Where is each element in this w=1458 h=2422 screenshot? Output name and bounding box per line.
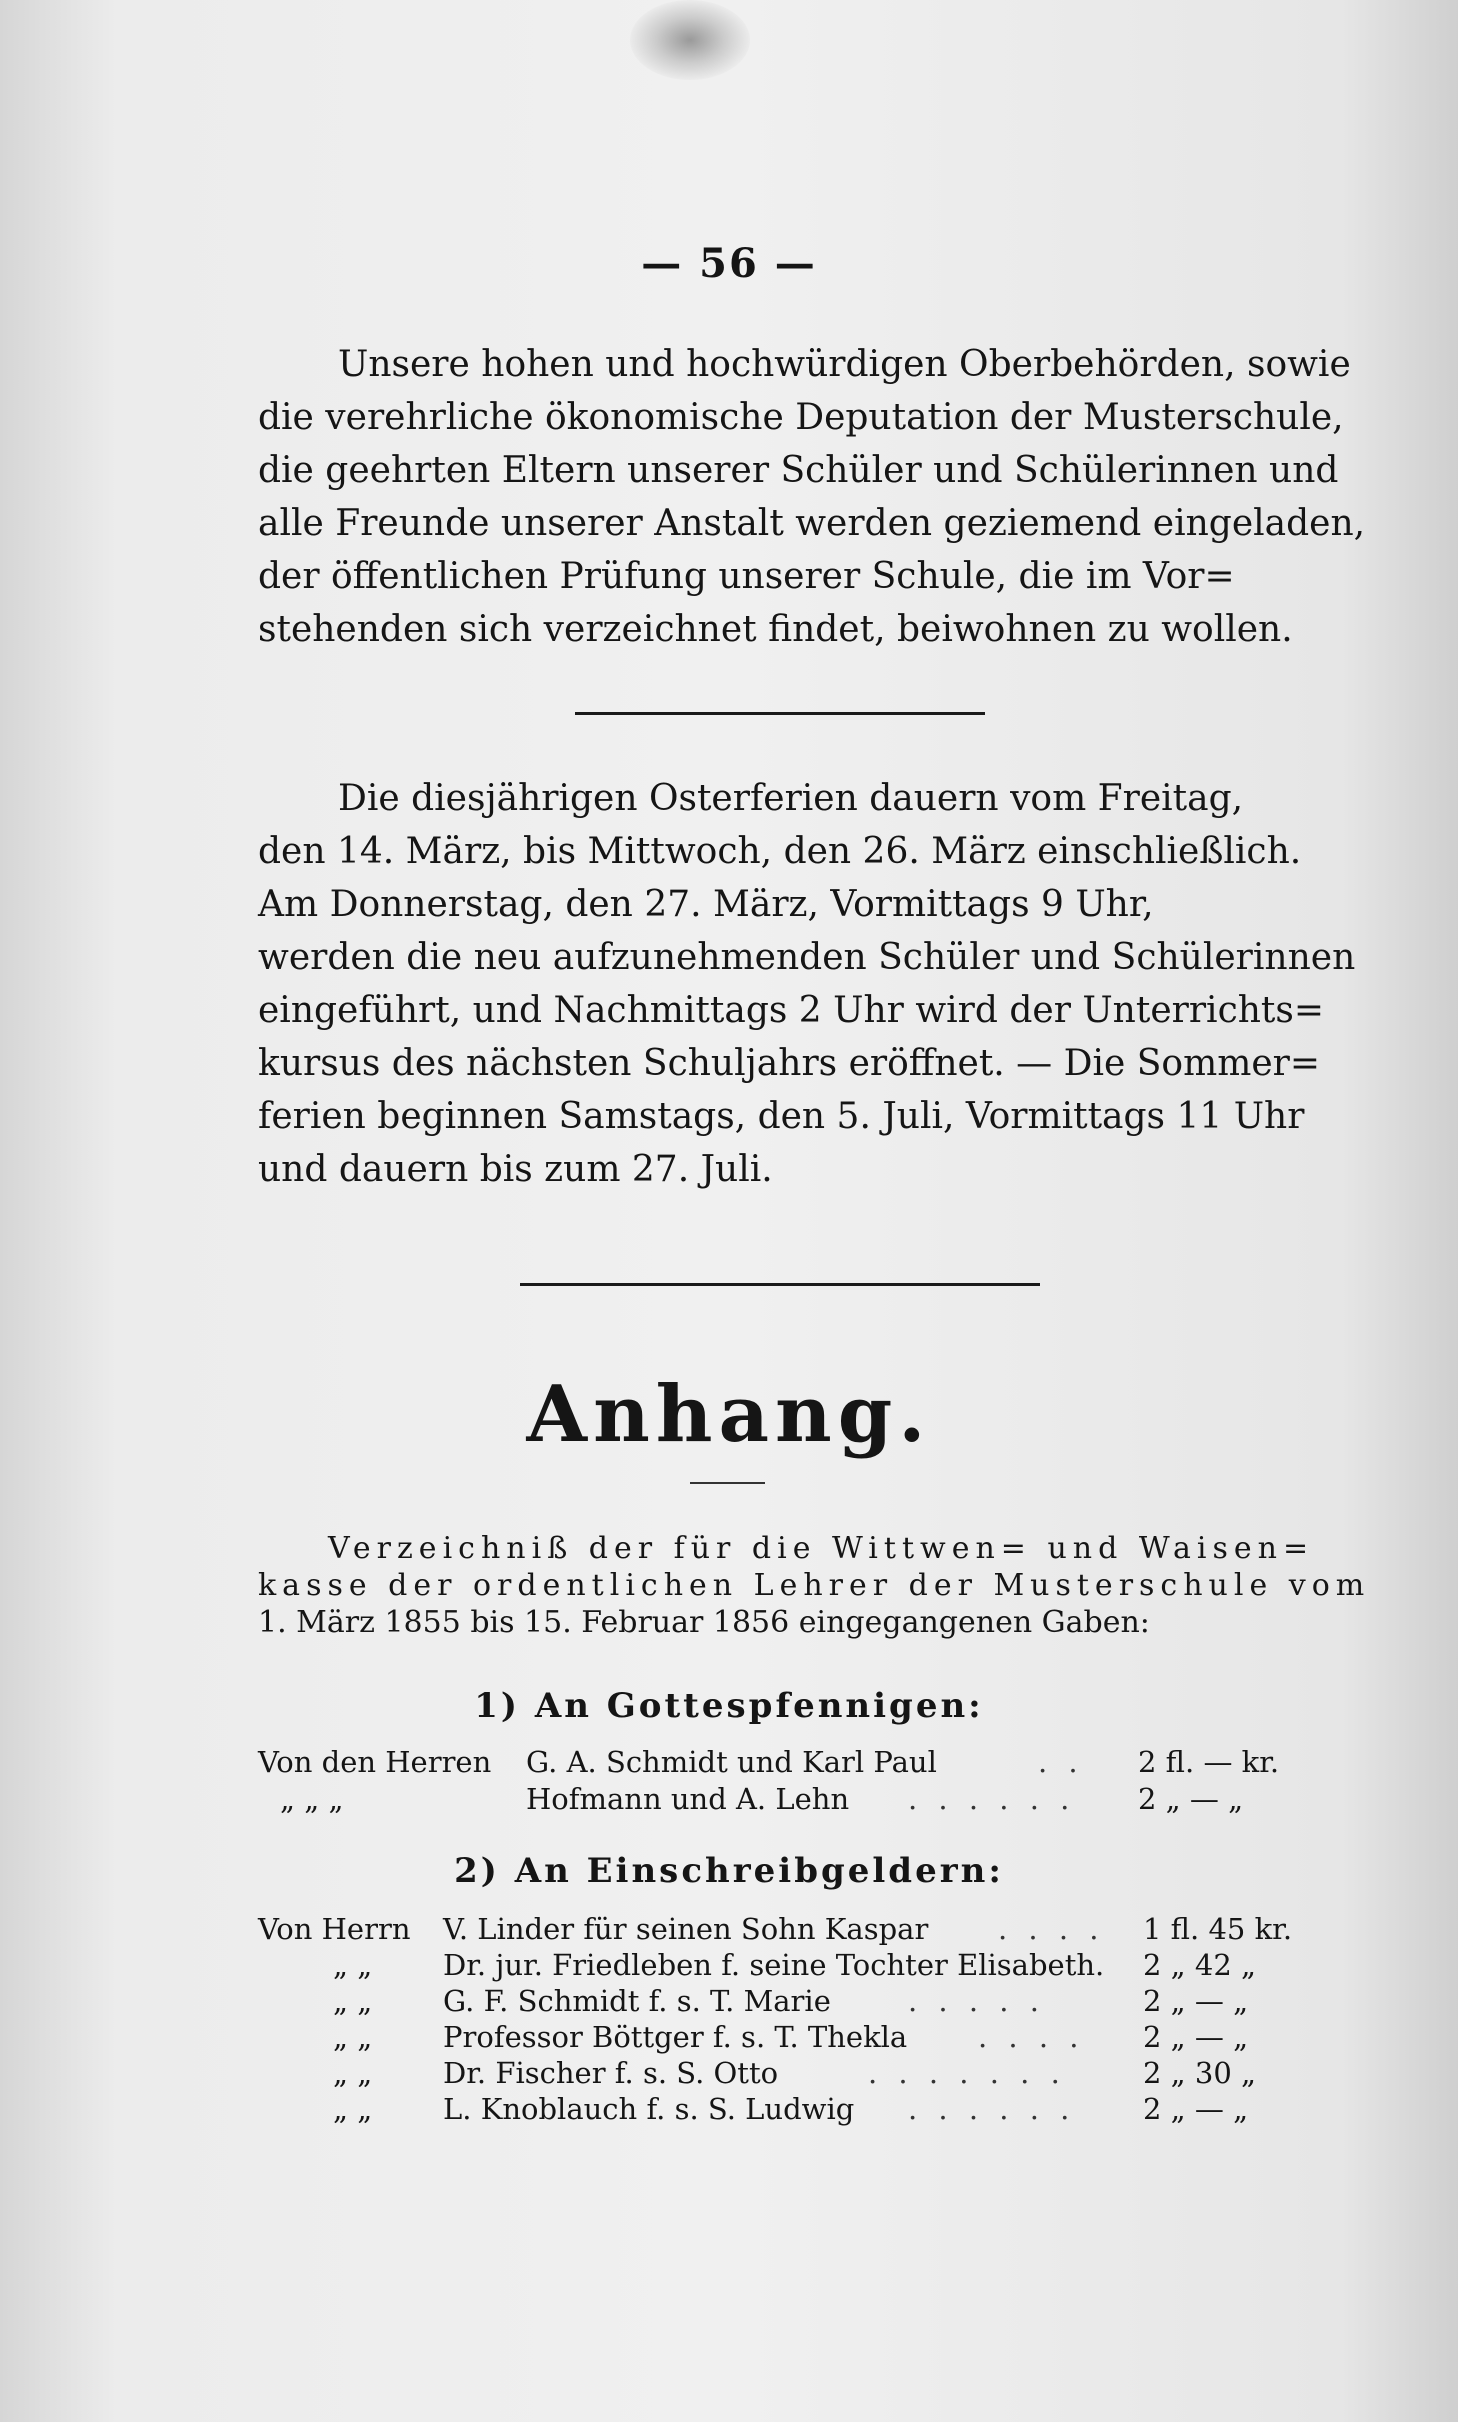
row-leader-dots: . . . . . . <box>908 2092 1076 2126</box>
text-line: Am Donnerstag, den 27. März, Vormittags 9 Uhr, <box>258 884 1154 925</box>
text-line: Die diesjährigen Osterferien dauern vom Freitag, <box>338 778 1244 819</box>
row-leader-dots: . . . . . . . <box>868 2056 1066 2090</box>
row-prefix: „ „ „ <box>280 1782 344 1816</box>
text-line: die verehrliche ökonomische Deputation der Musterschule, <box>258 397 1344 438</box>
text-line: Unsere hohen und hochwürdigen Oberbehörden, sowie <box>338 344 1351 385</box>
row-prefix: Von den Herren <box>258 1745 492 1779</box>
section-title: 2) An Einschreibgeldern: <box>454 1851 1004 1891</box>
row-leader-dots: . . <box>1038 1745 1084 1779</box>
page-number: — 56 — <box>641 240 817 287</box>
heading-underline <box>690 1482 765 1484</box>
row-leader-dots: . . . . . <box>908 1984 1045 2018</box>
row-amount: 2 fl. — kr. <box>1138 1745 1280 1779</box>
row-amount: 2 „ — „ <box>1143 2092 1249 2126</box>
row-description: G. A. Schmidt und Karl Paul <box>526 1745 937 1779</box>
text-line: den 14. März, bis Mittwoch, den 26. März einschließlich. <box>258 831 1302 872</box>
text-line: stehenden sich verzeichnet findet, beiwohnen zu wollen. <box>258 609 1293 650</box>
text-line: 1. März 1855 bis 15. Februar 1856 eingegangenen Gaben: <box>258 1605 1150 1640</box>
text-line: der öffentlichen Prüfung unserer Schule, die im Vor= <box>258 556 1235 597</box>
row-leader-dots: . . . . . . <box>908 1782 1076 1816</box>
list-item <box>258 2091 1306 2127</box>
paragraph-holidays <box>258 772 1356 1196</box>
row-description: Dr. jur. Friedleben f. seine Tochter Elisabeth. <box>443 1948 1105 1982</box>
text-line: ferien beginnen Samstags, den 5. Juli, Vormittags 11 Uhr <box>258 1096 1305 1137</box>
row-amount: 2 „ 30 „ <box>1143 2056 1257 2090</box>
text-line: werden die neu aufzunehmenden Schüler und Schülerinnen <box>258 937 1356 978</box>
list-item <box>258 2055 1306 2091</box>
text-line: alle Freunde unserer Anstalt werden geziemend eingeladen, <box>258 503 1366 544</box>
row-amount: 2 „ — „ <box>1143 1984 1249 2018</box>
row-amount: 1 fl. 45 kr. <box>1143 1912 1293 1946</box>
row-description: Professor Böttger f. s. T. Thekla <box>443 2020 908 2054</box>
row-amount: 2 „ 42 „ <box>1143 1948 1257 1982</box>
row-amount: 2 „ — „ <box>1143 2020 1249 2054</box>
text-line: die geehrten Eltern unserer Schüler und Schülerinnen und <box>258 450 1339 491</box>
section-title: 1) An Gottespfennigen: <box>474 1686 984 1726</box>
row-description: Hofmann und A. Lehn <box>526 1782 850 1816</box>
text-line: kasse der ordentlichen Lehrer der Musterschule vom <box>258 1568 1371 1603</box>
list-item <box>258 1983 1306 2019</box>
row-leader-dots: . . . . <box>978 2020 1085 2054</box>
divider-rule <box>575 712 985 715</box>
row-leader-dots: . . . . <box>998 1912 1105 1946</box>
list-item <box>258 1744 1306 1780</box>
text-line: und dauern bis zum 27. Juli. <box>258 1149 773 1190</box>
appendix-intro <box>258 1530 1371 1641</box>
list-item <box>258 1947 1306 1983</box>
text-line: Verzeichniß der für die Wittwen= und Waisen= <box>328 1531 1315 1566</box>
divider-rule <box>520 1283 1040 1286</box>
row-prefix: „ „ <box>333 2020 373 2054</box>
row-prefix: „ „ <box>333 2092 373 2126</box>
list-item <box>258 1911 1306 1947</box>
list-item <box>258 2019 1306 2055</box>
text-line: kursus des nächsten Schuljahrs eröffnet. — Die Sommer= <box>258 1043 1321 1084</box>
row-prefix: „ „ <box>333 2056 373 2090</box>
row-description: V. Linder für seinen Sohn Kaspar <box>443 1912 929 1946</box>
row-description: L. Knoblauch f. s. S. Ludwig <box>443 2092 855 2126</box>
appendix-heading: Anhang. <box>526 1369 932 1460</box>
paper-stain <box>630 0 750 80</box>
row-prefix: Von Herrn <box>258 1912 411 1946</box>
row-amount: 2 „ — „ <box>1138 1782 1244 1816</box>
list-item <box>258 1781 1306 1817</box>
row-description: G. F. Schmidt f. s. T. Marie <box>443 1984 831 2018</box>
row-description: Dr. Fischer f. s. S. Otto <box>443 2056 779 2090</box>
paragraph-invitation <box>258 338 1366 656</box>
row-prefix: „ „ <box>333 1984 373 2018</box>
row-prefix: „ „ <box>333 1948 373 1982</box>
text-line: eingeführt, und Nachmittags 2 Uhr wird der Unterrichts= <box>258 990 1325 1031</box>
